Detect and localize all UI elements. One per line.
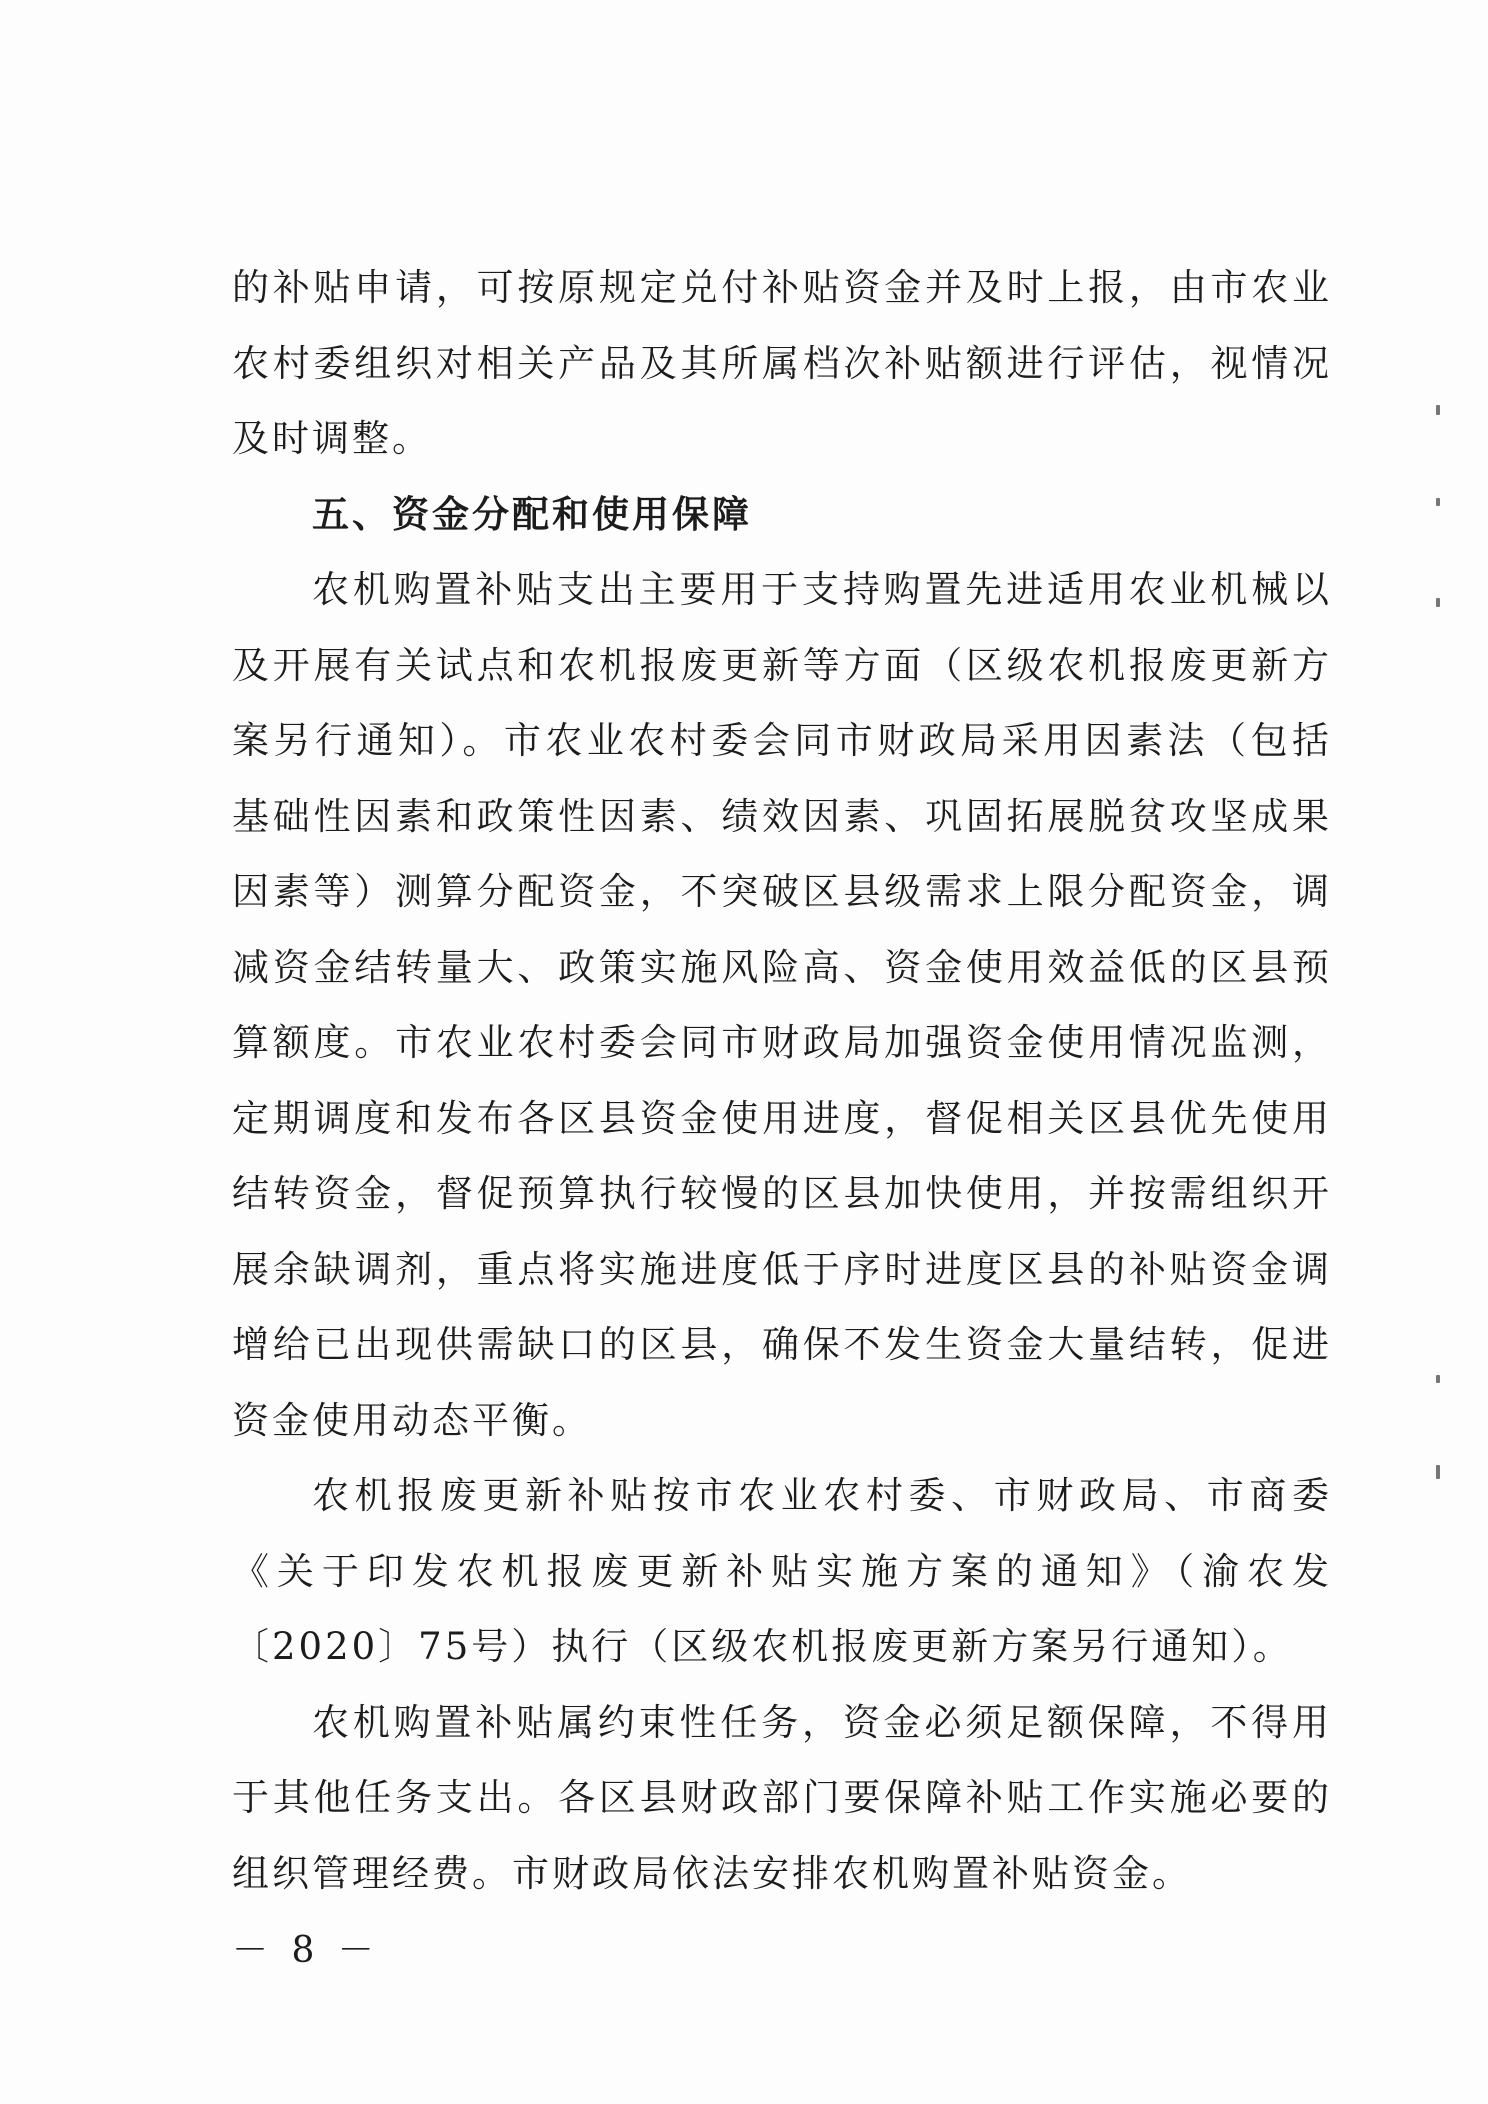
paragraph-scrap-renewal: 农机报废更新补贴按市农业农村委、市财政局、市商委《关于印发农机报废更新补贴实施方案的通知》（渝农发〔2020〕75号）执行（区级农机报废更新方案另行通知）。 xyxy=(232,1474,1332,1668)
scan-edge-mark xyxy=(1436,405,1440,415)
paragraph-funding-guarantee: 农机购置补贴属约束性任务，资金必须足额保障，不得用于其他任务支出。各区县财政部门要保障补贴工作实施必要的组织管理经费。市财政局依法安排农机购置补贴资金。 xyxy=(232,1700,1332,1895)
section-heading: 五、资金分配和使用保障 xyxy=(312,492,752,536)
scan-edge-mark xyxy=(1436,498,1440,506)
scan-edge-mark xyxy=(1436,1465,1440,1479)
scan-edge-mark xyxy=(1436,1375,1440,1383)
paragraph-fund-allocation: 农机购置补贴支出主要用于支持购置先进适用农业机械以及开展有关试点和农机报废更新等方面（区级农机报废更新方案另行通知）。市农业农村委会同市财政局采用因素法（包括基础性因素和政策性因素、绩效因素、巩固拓展脱贫攻坚成果因素等）测算分配资金，不突破区县级需求上限分配资金，调减资金结转量大、政策实施风险高、资金使用效益低的区县预算额度。市农业农村委会同市财政局加强资金使用情况监测，定期调度和发布各区县资金使用进度，督促相关区县优先使用结转资金，督促预算执行较慢的区县加快使用，并按需组织开展余缺调剂，重点将实施进度低于序时进度区县的补贴资金调增给已出现供需缺口的区县，确保不发生资金大量结转，促进资金使用动态平衡。 xyxy=(232,568,1332,1442)
continuation-paragraph: 的补贴申请，可按原规定兑付补贴资金并及时上报，由市农业农村委组织对相关产品及其所属档次补贴额进行评估，视情况及时调整。 xyxy=(232,266,1332,460)
document-body xyxy=(232,250,1332,1911)
page-number: － 8 － xyxy=(232,1930,380,1971)
scan-edge-mark xyxy=(1436,598,1440,607)
